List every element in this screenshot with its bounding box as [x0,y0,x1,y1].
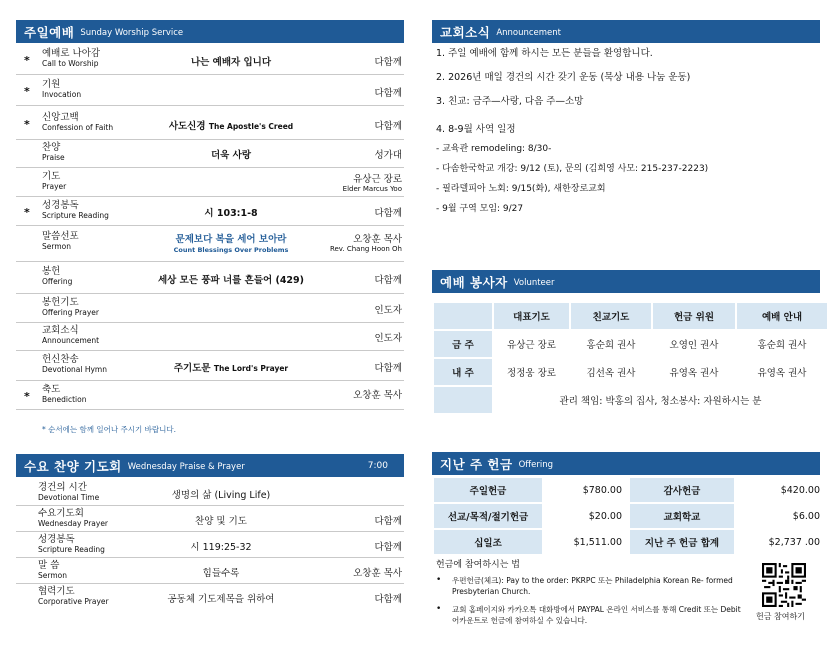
table-cell: 김선옥 권사 [586,368,636,379]
order-row [16,532,404,558]
order-detail: 찬양 및 기도 [195,516,247,527]
order-detail: 시 119:25-32 [190,542,252,553]
order-row [16,226,404,262]
stand-marker: * [24,118,30,131]
row-label: 금 주 [434,331,492,357]
bullet-icon: • [436,575,442,585]
wednesday-time: 7:00 [367,460,388,471]
order-name: 봉헌 Offering [42,266,73,286]
offering-label: 선교/목적/절기헌금 [434,504,542,528]
table-cell: 유영옥 권사 [669,368,719,379]
order-name: 찬양 Praise [42,142,65,162]
order-detail: 세상 모든 풍파 너를 흔들어 (429) [158,275,304,286]
sermon-title: 문제보다 복을 세어 보아라 Count Blessings Over Problems [173,234,289,254]
order-row [16,351,404,381]
order-name: 기원 Invocation [42,79,82,99]
table-cell: 유영옥 권사 [757,368,807,379]
volunteer-footer: 관리 책임: 박홍의 집사, 청소봉사: 자원하시는 분 [559,396,762,407]
order-leader: 다함께 [374,57,402,68]
order-detail: 힘들수록 [202,568,240,579]
table-row [434,359,827,385]
offering-table [432,476,828,556]
order-leader: 오창훈 목사 [353,390,402,401]
wednesday-header [16,454,404,477]
order-name: 축도 Benediction [42,384,87,404]
order-detail: 시 103:1-8 [204,208,258,219]
order-row [16,480,404,506]
column-header: 대표기도 [494,303,569,329]
order-name: 기도 Prayer [42,171,67,191]
offering-header [432,452,820,475]
wednesday-title-en: Wednesday Praise & Prayer [127,461,245,472]
stand-marker: * [24,206,30,219]
worship-header [16,20,404,43]
offering-value: $420.00 [780,484,820,496]
offering-title: 지난 주 헌금 [440,456,513,472]
announcement-title-en: Announcement [496,27,562,38]
order-leader: 성가대 [374,150,402,161]
order-detail: 공동체 기도제목을 위하여 [167,594,275,605]
column-header: 친교기도 [571,303,651,329]
giving-method-item: • 우편헌금(체크): Pay to the order: PKRPC 또는 Philadelphia Korean Re- formed Presbyterian Church. [436,575,733,596]
order-leader: 오창훈 목사 [353,568,402,579]
order-leader: 다함께 [374,275,402,286]
offering-title-en: Offering [518,459,554,470]
offering-value: $780.00 [582,484,622,496]
order-row [16,262,404,294]
stand-marker: * [24,390,30,403]
order-row [16,506,404,532]
order-row [16,197,404,226]
announcement-title: 교회소식 [440,24,491,40]
stand-marker: * [24,85,30,98]
order-leader: 다함께 [374,88,402,99]
volunteer-header [432,270,820,293]
announcement-subitem: - 교육관 remodeling: 8/30- [436,144,552,154]
order-leader: 다함께 [374,363,402,374]
announcement-item: 1. 주일 예배에 함께 하시는 모든 분들을 환영합니다. [436,48,653,59]
announcement-subitem: - 9월 구역 모임: 9/27 [436,204,524,214]
announcement-item: 2. 2026년 매일 경건의 시간 갖기 운동 (묵상 내용 나눔 운동) [436,72,691,83]
table-row [434,331,827,357]
order-leader: 인도자 [374,333,402,344]
offering-label: 감사헌금 [630,478,734,502]
order-name: 경건의 시간 Devotional Time [38,482,100,502]
order-row [16,558,404,584]
order-row [16,140,404,168]
announcement-item: 4. 8-9월 사역 일정 [436,124,516,135]
order-row [16,75,404,106]
wednesday-title: 수요 찬양 기도회 [24,458,122,474]
stand-note: * 순서에는 함께 일어나 주시기 바랍니다. [42,425,176,434]
table-row [434,530,826,554]
offering-value: $2,737 .00 [768,536,820,548]
worship-order [16,44,404,410]
offering-label: 주일헌금 [434,478,542,502]
qr-code-icon[interactable] [762,563,806,607]
order-row [16,294,404,323]
order-row [16,44,404,75]
order-name: 수요기도회 Wednesday Prayer [38,508,109,528]
announcement-item: 3. 친교: 금주—사랑, 다음 주—소망 [436,96,584,107]
order-name: 봉헌기도 Offering Prayer [42,297,99,317]
row-label [434,387,492,413]
offering-value: $1,511.00 [573,536,622,548]
order-detail: 더욱 사랑 [210,150,251,161]
announcement-header [432,20,820,43]
order-name: 신앙고백 Confession of Faith [42,112,114,132]
table-row [434,303,827,329]
offering-value: $20.00 [588,510,622,522]
order-leader: 인도자 [374,305,402,316]
table-cell: 오영인 권사 [669,340,719,351]
order-row [16,584,404,610]
worship-title: 주일예배 [24,24,75,40]
offering-label: 십일조 [434,530,542,554]
order-leader: 다함께 [374,542,402,553]
order-leader: 다함께 [374,594,402,605]
order-name: 예배로 나아감 Call to Worship [42,48,101,68]
order-name: 말씀선포 Sermon [42,231,79,251]
order-name: 협력기도 Corporative Prayer [38,586,109,606]
column-header: 헌금 위원 [653,303,735,329]
order-leader: 유상근 장로 Elder Marcus Yoo [342,174,402,193]
order-leader: 오창훈 목사 Rev. Chang Hoon Oh [329,234,402,253]
volunteer-title-en: Volunteer [513,277,555,288]
table-row [434,478,826,502]
table-row [434,504,826,528]
offering-value: $6.00 [792,510,820,522]
table-cell: 유상근 장로 [507,340,556,351]
table-row [434,387,827,413]
order-detail: 생명의 삶 (Living Life) [171,490,271,501]
table-cell: 정정웅 장로 [507,368,556,379]
order-name: 말 씀 Sermon [38,560,67,580]
order-name: 성경봉독 Scripture Reading [42,200,109,220]
announcement-subitem: - 다솜한국학교 개강: 9/12 (토), 문의 (김희영 사모: 215-237-2223) [436,164,709,174]
qr-caption: 헌금 참여하기 [756,612,805,621]
table-cell: 홍순희 권사 [757,340,807,351]
volunteer-table [432,301,829,415]
volunteer-title: 예배 봉사자 [440,274,508,290]
order-detail: 주기도문 The Lord's Prayer [173,363,289,374]
order-name: 헌신찬송 Devotional Hymn [42,354,107,374]
order-row [16,106,404,140]
row-label: 내 주 [434,359,492,385]
table-cell: 홍순희 권사 [586,340,636,351]
order-row [16,168,404,197]
bullet-icon: • [436,604,442,614]
worship-title-en: Sunday Worship Service [80,27,184,38]
order-name: 교회소식 Announcement [42,325,100,345]
giving-method-item: • 교회 홈페이지와 카카오톡 대화방에서 PAYPAL 온라인 서비스를 통해 Credit 또는 Debit 어카운트로 헌금에 참여하실 수 있습니다. [436,604,741,625]
giving-methods-title: 헌금에 참여하시는 법 [436,560,520,570]
column-header: 예배 안내 [737,303,827,329]
order-detail: 나는 예배자 입니다 [190,57,272,68]
order-leader: 다함께 [374,516,402,527]
order-detail: 사도신경 The Apostle's Creed [168,121,294,132]
offering-label: 교회학교 [630,504,734,528]
table-corner [434,303,492,329]
announcement-subitem: - 필라델피아 노회: 9/15(화), 새한장로교회 [436,184,606,194]
stand-marker: * [24,54,30,67]
order-row [16,381,404,410]
wednesday-order [16,480,404,610]
offering-label: 지난 주 헌금 합계 [630,530,734,554]
order-leader: 다함께 [374,121,402,132]
order-row [16,323,404,351]
order-name: 성경봉독 Scripture Reading [38,534,105,554]
order-leader: 다함께 [374,208,402,219]
